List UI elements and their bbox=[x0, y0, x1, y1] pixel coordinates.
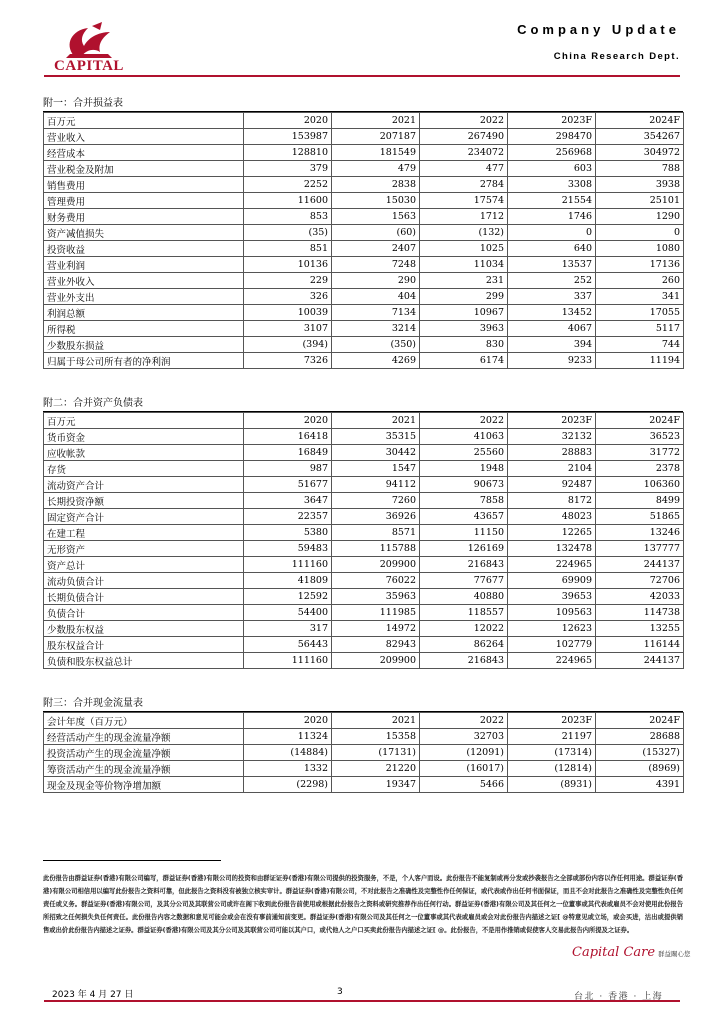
table-row bbox=[44, 461, 684, 477]
table-row bbox=[44, 321, 684, 337]
row-value: 12592 bbox=[244, 589, 332, 605]
row-value: 13255 bbox=[596, 621, 684, 637]
row-value: 15030 bbox=[332, 193, 420, 209]
row-value: 19347 bbox=[332, 777, 420, 793]
row-label: 筹资活动产生的现金流量净额 bbox=[44, 761, 244, 777]
row-value: 25560 bbox=[420, 445, 508, 461]
row-value: 76022 bbox=[332, 573, 420, 589]
table-row bbox=[44, 729, 684, 745]
row-value: (8931) bbox=[508, 777, 596, 793]
row-value: 3647 bbox=[244, 493, 332, 509]
row-value: (2298) bbox=[244, 777, 332, 793]
table-row bbox=[44, 653, 684, 669]
row-label: 经营活动产生的现金流量净额 bbox=[44, 729, 244, 745]
row-value: 41809 bbox=[244, 573, 332, 589]
row-label: 流动资产合计 bbox=[44, 477, 244, 493]
row-value: 16849 bbox=[244, 445, 332, 461]
row-value: 36523 bbox=[596, 429, 684, 445]
cash-flow-title: 附三：合并现金流量表 bbox=[43, 697, 683, 712]
row-label: 固定资产合计 bbox=[44, 509, 244, 525]
row-label: 少数股东权益 bbox=[44, 621, 244, 637]
table-row bbox=[44, 621, 684, 637]
row-value: 224965 bbox=[508, 653, 596, 669]
row-value: 92487 bbox=[508, 477, 596, 493]
table-row bbox=[44, 273, 684, 289]
row-value: 326 bbox=[244, 289, 332, 305]
table-header-row bbox=[44, 413, 684, 429]
department-subtitle: China Research Dept. bbox=[553, 51, 680, 62]
cash-flow-table bbox=[43, 712, 684, 793]
row-value: 28688 bbox=[596, 729, 684, 745]
table-row bbox=[44, 241, 684, 257]
row-value: 35963 bbox=[332, 589, 420, 605]
row-value: 1746 bbox=[508, 209, 596, 225]
row-value: 31772 bbox=[596, 445, 684, 461]
svg-text:群益關心您: 群益關心您 bbox=[658, 950, 691, 958]
row-value: 11324 bbox=[244, 729, 332, 745]
row-value: 1712 bbox=[420, 209, 508, 225]
table-row bbox=[44, 337, 684, 353]
row-value: 10136 bbox=[244, 257, 332, 273]
row-value: 1080 bbox=[596, 241, 684, 257]
row-label: 少数股东损益 bbox=[44, 337, 244, 353]
row-value: 404 bbox=[332, 289, 420, 305]
row-label: 营业外支出 bbox=[44, 289, 244, 305]
row-value: 10039 bbox=[244, 305, 332, 321]
row-value: 137777 bbox=[596, 541, 684, 557]
row-value: 17574 bbox=[420, 193, 508, 209]
row-value: 3963 bbox=[420, 321, 508, 337]
row-value: 5380 bbox=[244, 525, 332, 541]
row-value: 2407 bbox=[332, 241, 420, 257]
row-value: (15327) bbox=[596, 745, 684, 761]
report-date: 2023 年 4 月 27 日 bbox=[52, 990, 134, 1000]
table-row bbox=[44, 605, 684, 621]
row-value: 394 bbox=[508, 337, 596, 353]
row-value: 7858 bbox=[420, 493, 508, 509]
row-value: 744 bbox=[596, 337, 684, 353]
row-label: 无形资产 bbox=[44, 541, 244, 557]
row-value: 32132 bbox=[508, 429, 596, 445]
row-value: 116144 bbox=[596, 637, 684, 653]
row-value: 13537 bbox=[508, 257, 596, 273]
row-value: 111160 bbox=[244, 653, 332, 669]
row-value: 3308 bbox=[508, 177, 596, 193]
row-value: 16418 bbox=[244, 429, 332, 445]
table-row bbox=[44, 445, 684, 461]
row-label: 营业税金及附加 bbox=[44, 161, 244, 177]
row-value: 987 bbox=[244, 461, 332, 477]
row-value: 11034 bbox=[420, 257, 508, 273]
row-value: 216843 bbox=[420, 653, 508, 669]
table-row bbox=[44, 209, 684, 225]
row-value: 479 bbox=[332, 161, 420, 177]
row-value: 4067 bbox=[508, 321, 596, 337]
row-value: 640 bbox=[508, 241, 596, 257]
row-value: 341 bbox=[596, 289, 684, 305]
row-value: 252 bbox=[508, 273, 596, 289]
row-value: 224965 bbox=[508, 557, 596, 573]
row-value: 8172 bbox=[508, 493, 596, 509]
row-label: 流动负债合计 bbox=[44, 573, 244, 589]
row-value: 830 bbox=[420, 337, 508, 353]
row-value: (16017) bbox=[420, 761, 508, 777]
balance-sheet-table bbox=[43, 412, 684, 669]
row-value: 59483 bbox=[244, 541, 332, 557]
row-value: 0 bbox=[508, 225, 596, 241]
page-number: 3 bbox=[337, 987, 343, 997]
row-value: (17131) bbox=[332, 745, 420, 761]
row-value: 9233 bbox=[508, 353, 596, 369]
row-value: 12623 bbox=[508, 621, 596, 637]
row-value: 2022 bbox=[420, 413, 508, 429]
row-label: 销售费用 bbox=[44, 177, 244, 193]
office-locations: 台北 · 香港 · 上海 bbox=[574, 992, 664, 1002]
table-row bbox=[44, 477, 684, 493]
table-row bbox=[44, 145, 684, 161]
row-label: 管理费用 bbox=[44, 193, 244, 209]
logo-text: CAPITAL bbox=[54, 58, 124, 74]
row-value: 106360 bbox=[596, 477, 684, 493]
row-value: 267490 bbox=[420, 129, 508, 145]
row-value: 5117 bbox=[596, 321, 684, 337]
row-value: 94112 bbox=[332, 477, 420, 493]
table-header-row bbox=[44, 713, 684, 729]
row-value: (132) bbox=[420, 225, 508, 241]
row-label: 百万元 bbox=[44, 413, 244, 429]
row-value: 379 bbox=[244, 161, 332, 177]
row-label: 百万元 bbox=[44, 113, 244, 129]
table-row bbox=[44, 589, 684, 605]
table-row bbox=[44, 557, 684, 573]
table-row bbox=[44, 177, 684, 193]
row-value: 14972 bbox=[332, 621, 420, 637]
table-row bbox=[44, 573, 684, 589]
row-value: 42033 bbox=[596, 589, 684, 605]
row-value: 2021 bbox=[332, 713, 420, 729]
table-row bbox=[44, 761, 684, 777]
row-value: 25101 bbox=[596, 193, 684, 209]
row-value: 1290 bbox=[596, 209, 684, 225]
row-value: 132478 bbox=[508, 541, 596, 557]
row-label: 营业利润 bbox=[44, 257, 244, 273]
row-value: 7134 bbox=[332, 305, 420, 321]
svg-text:Capital Care: Capital Care bbox=[572, 945, 656, 960]
row-value: 3938 bbox=[596, 177, 684, 193]
row-value: 2020 bbox=[244, 113, 332, 129]
income-statement-table bbox=[43, 112, 684, 369]
row-value: 788 bbox=[596, 161, 684, 177]
table-row bbox=[44, 493, 684, 509]
row-value: 603 bbox=[508, 161, 596, 177]
row-value: (17314) bbox=[508, 745, 596, 761]
row-value: 69909 bbox=[508, 573, 596, 589]
table-row bbox=[44, 637, 684, 653]
row-value: 36926 bbox=[332, 509, 420, 525]
row-value: 299 bbox=[420, 289, 508, 305]
row-value: 244137 bbox=[596, 557, 684, 573]
footer-divider bbox=[44, 1000, 680, 1002]
row-value: 260 bbox=[596, 273, 684, 289]
row-value: 2023F bbox=[508, 413, 596, 429]
row-value: 2021 bbox=[332, 113, 420, 129]
row-value: 128810 bbox=[244, 145, 332, 161]
report-type-title: Company Update bbox=[517, 22, 680, 37]
row-value: 4269 bbox=[332, 353, 420, 369]
row-value: 181549 bbox=[332, 145, 420, 161]
row-value: 22357 bbox=[244, 509, 332, 525]
row-value: 2378 bbox=[596, 461, 684, 477]
row-value: 2024F bbox=[596, 713, 684, 729]
row-value: 1948 bbox=[420, 461, 508, 477]
row-value: 337 bbox=[508, 289, 596, 305]
row-value: 3107 bbox=[244, 321, 332, 337]
row-value: 8499 bbox=[596, 493, 684, 509]
row-value: 111160 bbox=[244, 557, 332, 573]
row-label: 投资收益 bbox=[44, 241, 244, 257]
table-row bbox=[44, 777, 684, 793]
row-value: 114738 bbox=[596, 605, 684, 621]
row-value: 109563 bbox=[508, 605, 596, 621]
row-value: 1025 bbox=[420, 241, 508, 257]
row-label: 长期投资净额 bbox=[44, 493, 244, 509]
row-value: 11150 bbox=[420, 525, 508, 541]
row-label: 股东权益合计 bbox=[44, 637, 244, 653]
row-label: 所得税 bbox=[44, 321, 244, 337]
row-value: 209900 bbox=[332, 557, 420, 573]
table-row bbox=[44, 161, 684, 177]
row-value: 231 bbox=[420, 273, 508, 289]
row-label: 营业外收入 bbox=[44, 273, 244, 289]
row-label: 利润总额 bbox=[44, 305, 244, 321]
row-value: 82943 bbox=[332, 637, 420, 653]
row-value: 56443 bbox=[244, 637, 332, 653]
row-value: 0 bbox=[596, 225, 684, 241]
row-value: 15358 bbox=[332, 729, 420, 745]
row-value: 4391 bbox=[596, 777, 684, 793]
table-header-row bbox=[44, 113, 684, 129]
row-value: 851 bbox=[244, 241, 332, 257]
row-value: 51677 bbox=[244, 477, 332, 493]
row-value: 209900 bbox=[332, 653, 420, 669]
row-value: 126169 bbox=[420, 541, 508, 557]
row-value: (12091) bbox=[420, 745, 508, 761]
row-value: 17055 bbox=[596, 305, 684, 321]
row-label: 应收帐款 bbox=[44, 445, 244, 461]
row-value: 853 bbox=[244, 209, 332, 225]
row-label: 归属于母公司所有者的净利润 bbox=[44, 353, 244, 369]
row-label: 经营成本 bbox=[44, 145, 244, 161]
table-row bbox=[44, 429, 684, 445]
row-value: 8571 bbox=[332, 525, 420, 541]
row-value: 2252 bbox=[244, 177, 332, 193]
row-value: 229 bbox=[244, 273, 332, 289]
row-value: (394) bbox=[244, 337, 332, 353]
table-row bbox=[44, 257, 684, 273]
row-value: (8969) bbox=[596, 761, 684, 777]
disclaimer-divider bbox=[43, 860, 221, 861]
row-value: 90673 bbox=[420, 477, 508, 493]
row-value: 7326 bbox=[244, 353, 332, 369]
table-row bbox=[44, 129, 684, 145]
row-value: 234072 bbox=[420, 145, 508, 161]
row-value: 115788 bbox=[332, 541, 420, 557]
row-value: 77677 bbox=[420, 573, 508, 589]
row-value: 7260 bbox=[332, 493, 420, 509]
row-value: 304972 bbox=[596, 145, 684, 161]
row-value: 2784 bbox=[420, 177, 508, 193]
row-value: 2024F bbox=[596, 413, 684, 429]
row-value: 13246 bbox=[596, 525, 684, 541]
row-value: 72706 bbox=[596, 573, 684, 589]
row-value: 21554 bbox=[508, 193, 596, 209]
row-value: 86264 bbox=[420, 637, 508, 653]
row-value: 298470 bbox=[508, 129, 596, 145]
row-value: 477 bbox=[420, 161, 508, 177]
row-value: 12265 bbox=[508, 525, 596, 541]
row-value: 7248 bbox=[332, 257, 420, 273]
row-value: 354267 bbox=[596, 129, 684, 145]
row-value: 3214 bbox=[332, 321, 420, 337]
row-value: (14884) bbox=[244, 745, 332, 761]
row-value: 2020 bbox=[244, 413, 332, 429]
row-value: 11194 bbox=[596, 353, 684, 369]
row-value: 2838 bbox=[332, 177, 420, 193]
row-value: 102779 bbox=[508, 637, 596, 653]
row-value: 51865 bbox=[596, 509, 684, 525]
row-label: 资产减值损失 bbox=[44, 225, 244, 241]
row-value: 256968 bbox=[508, 145, 596, 161]
row-value: 21220 bbox=[332, 761, 420, 777]
table-row bbox=[44, 353, 684, 369]
row-value: 2021 bbox=[332, 413, 420, 429]
row-label: 负债和股东权益总计 bbox=[44, 653, 244, 669]
row-value: 1547 bbox=[332, 461, 420, 477]
row-value: 32703 bbox=[420, 729, 508, 745]
cash-flow-section bbox=[43, 697, 683, 793]
table-row bbox=[44, 193, 684, 209]
row-label: 财务费用 bbox=[44, 209, 244, 225]
row-label: 货币资金 bbox=[44, 429, 244, 445]
row-label: 会计年度（百万元） bbox=[44, 713, 244, 729]
row-value: 216843 bbox=[420, 557, 508, 573]
row-label: 负债合计 bbox=[44, 605, 244, 621]
row-value: 30442 bbox=[332, 445, 420, 461]
row-value: 290 bbox=[332, 273, 420, 289]
row-value: 317 bbox=[244, 621, 332, 637]
table-row bbox=[44, 305, 684, 321]
row-value: 2023F bbox=[508, 713, 596, 729]
table-row bbox=[44, 745, 684, 761]
row-label: 投资活动产生的现金流量净额 bbox=[44, 745, 244, 761]
row-value: 48023 bbox=[508, 509, 596, 525]
row-value: 2023F bbox=[508, 113, 596, 129]
row-value: 54400 bbox=[244, 605, 332, 621]
row-value: 40880 bbox=[420, 589, 508, 605]
header-divider bbox=[44, 75, 680, 77]
row-value: (12814) bbox=[508, 761, 596, 777]
row-value: 2022 bbox=[420, 713, 508, 729]
row-value: 43657 bbox=[420, 509, 508, 525]
row-value: 35315 bbox=[332, 429, 420, 445]
row-value: 111985 bbox=[332, 605, 420, 621]
row-value: 13452 bbox=[508, 305, 596, 321]
row-value: 118557 bbox=[420, 605, 508, 621]
table-row bbox=[44, 541, 684, 557]
row-value: (35) bbox=[244, 225, 332, 241]
row-value: 28883 bbox=[508, 445, 596, 461]
row-value: 41063 bbox=[420, 429, 508, 445]
row-value: 2024F bbox=[596, 113, 684, 129]
row-value: 12022 bbox=[420, 621, 508, 637]
row-value: 11600 bbox=[244, 193, 332, 209]
row-value: 5466 bbox=[420, 777, 508, 793]
row-value: 17136 bbox=[596, 257, 684, 273]
row-value: (60) bbox=[332, 225, 420, 241]
row-value: 6174 bbox=[420, 353, 508, 369]
row-label: 在建工程 bbox=[44, 525, 244, 541]
row-value: 2022 bbox=[420, 113, 508, 129]
table-row bbox=[44, 509, 684, 525]
row-value: 1563 bbox=[332, 209, 420, 225]
row-label: 长期负债合计 bbox=[44, 589, 244, 605]
income-statement-section bbox=[43, 97, 683, 369]
row-value: 10967 bbox=[420, 305, 508, 321]
table-row bbox=[44, 525, 684, 541]
row-value: 207187 bbox=[332, 129, 420, 145]
row-value: 2020 bbox=[244, 713, 332, 729]
row-value: 153987 bbox=[244, 129, 332, 145]
balance-sheet-title: 附二：合并资产负债表 bbox=[43, 397, 683, 412]
capital-care-brand-logo bbox=[572, 939, 692, 963]
row-value: 21197 bbox=[508, 729, 596, 745]
table-row bbox=[44, 225, 684, 241]
row-value: (350) bbox=[332, 337, 420, 353]
balance-sheet-section bbox=[43, 397, 683, 669]
row-label: 现金及现金等价物净增加额 bbox=[44, 777, 244, 793]
row-label: 存货 bbox=[44, 461, 244, 477]
row-value: 39653 bbox=[508, 589, 596, 605]
row-value: 244137 bbox=[596, 653, 684, 669]
table-row bbox=[44, 289, 684, 305]
row-label: 资产总计 bbox=[44, 557, 244, 573]
disclaimer-text: 此份报告由群益证券(香港)有限公司编写，群益证券(香港)有限公司的投资和由群证证券(香港)有限公司提供的投资服务，不是，个人客户而设。此份报告不能复制或再分发或抄袭报告之全部或部份内容以作任何用途。群益证券(香港)有限公司相信用以编写此份报告之资料可靠，但此报告之资料没有被独立核实审计。群益证券(香港)有限公司，不对此报告之准确性及完整性作任何保证，或代表或作出任何书面保证，而且不会对此报告之准确性及完整性负任何责任或义务。群益证券(香港)有限公司，及其分公司及其联营公司或许在阁下收到此份报告前使用或根据此份报告之资料或研究推荐作出任何行动。群益证券(香港)有限公司及其任何之一位董事或其代表或雇员不会对使用此份报告所招致之任何损失负任何责任。此份报告内容之数据和意见可能会或会在没有事前通知前变更。群益证券(香港)有限公司及其任何之一位董事或其代表或雇员或会对此份报告内描述之证[ @特意见或立场，或会买进，沽出或提供销售或出价此份报告内描述之证券。群益证券(香港)有限公司及其分公司及其联营公司可能以其户口，或代他人之户口买卖此份报告内描述之证[ @。此份报告，不是用作推销或促使客人交易此报告内所提及之证券。 bbox=[43, 875, 683, 934]
row-value: 1332 bbox=[244, 761, 332, 777]
income-statement-title: 附一：合并损益表 bbox=[43, 97, 683, 112]
row-value: 2104 bbox=[508, 461, 596, 477]
row-label: 营业收入 bbox=[44, 129, 244, 145]
